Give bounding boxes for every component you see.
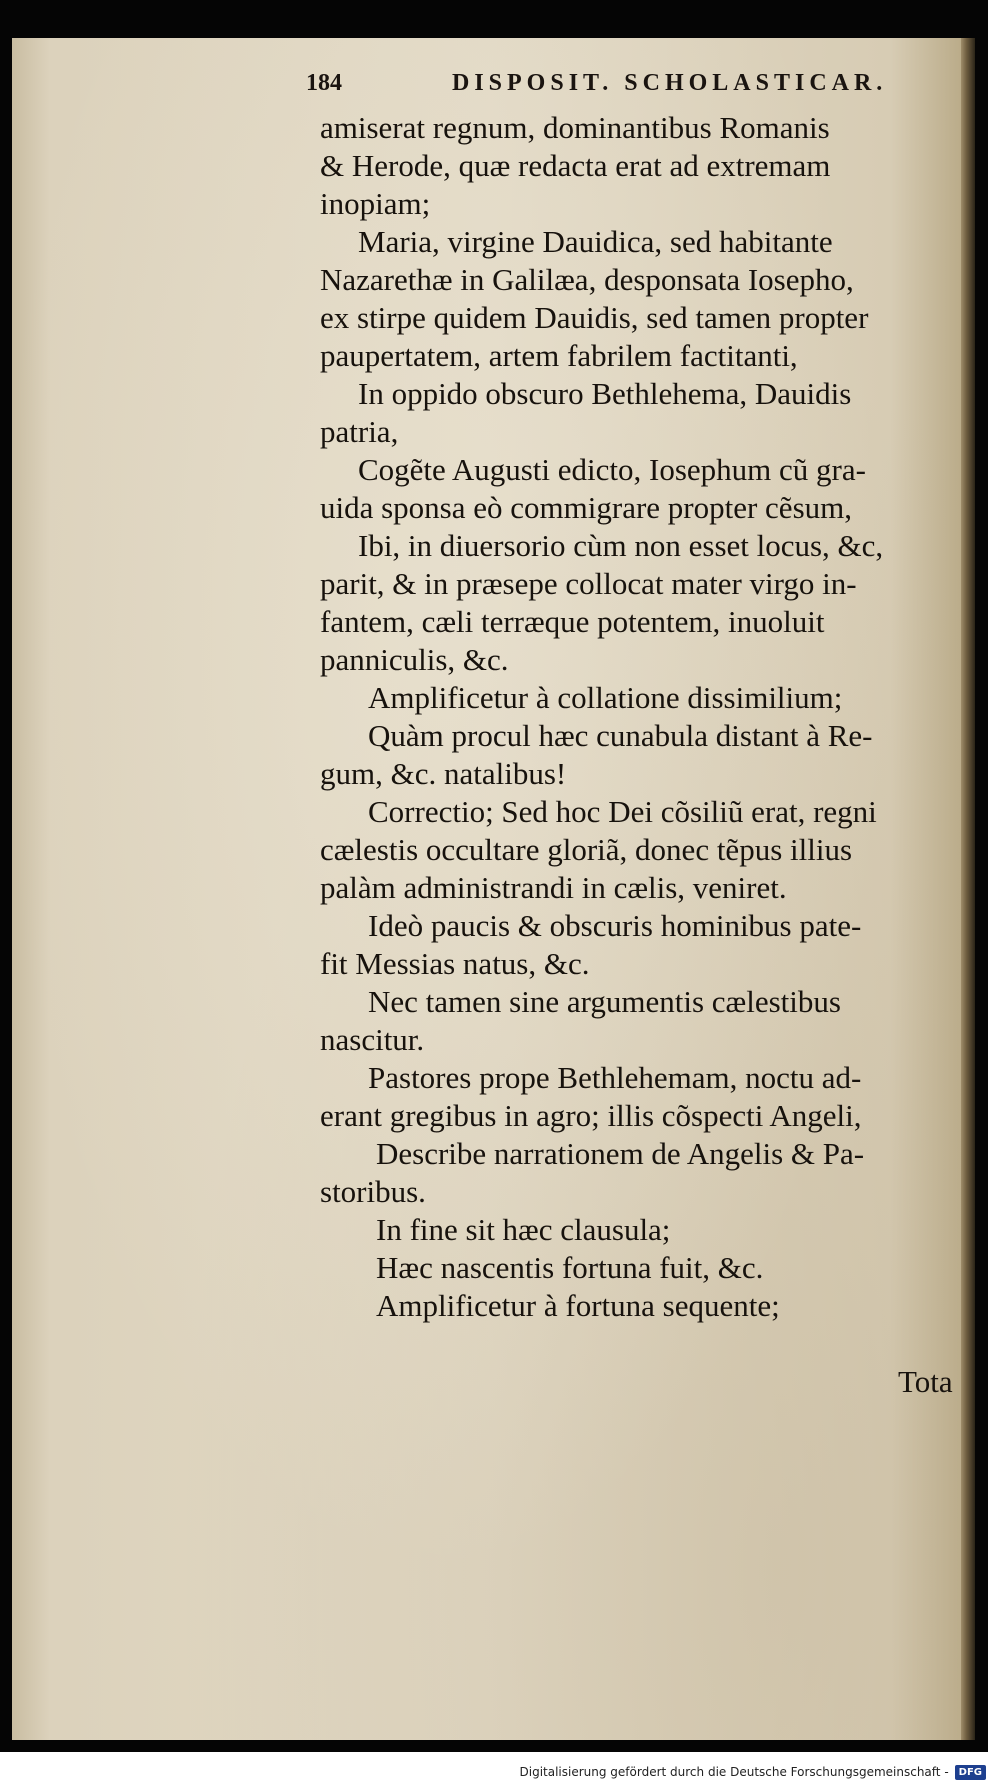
text-line: ex stirpe quidem Dauidis, sed tamen propter: [320, 300, 869, 335]
text-line: Quàm procul hæc cunabula distant à Re-: [368, 718, 873, 753]
text-line: Ideò paucis & obscuris hominibus pate-: [368, 908, 862, 943]
text-line: Pastores prope Bethlehemam, noctu ad-: [368, 1060, 862, 1095]
text-line: Nazarethæ in Galilæa, desponsata Iosepho,: [320, 262, 854, 297]
text-line: parit, & in præsepe collocat mater virgo in-: [320, 566, 857, 601]
text-line: uida sponsa eò commigrare propter cẽsum,: [320, 490, 852, 525]
text-line: fit Messias natus, &c.: [320, 946, 590, 981]
running-head: DISPOSIT. SCHOLASTICAR.: [452, 70, 888, 96]
text-line: & Herode, quæ redacta erat ad extremam: [320, 148, 831, 183]
text-line: Hæc nascentis fortuna fuit, &c.: [376, 1250, 764, 1285]
dfg-logo-icon: DFG: [955, 1765, 986, 1780]
text-line: gum, &c. natalibus!: [320, 756, 567, 791]
text-line: Maria, virgine Dauidica, sed habitante: [358, 224, 833, 259]
text-line: fantem, cæli terræque potentem, inuoluit: [320, 604, 825, 639]
text-line: erant gregibus in agro; illis cõspecti Angeli,: [320, 1098, 862, 1133]
text-line: Correctio; Sed hoc Dei cõsiliũ erat, regni: [368, 794, 877, 829]
text-line: cælestis occultare gloriã, donec tẽpus illius: [320, 832, 853, 867]
text-line: In fine sit hæc clausula;: [376, 1212, 671, 1247]
text-line: amiserat regnum, dominantibus Romanis: [320, 110, 830, 145]
catchword: Tota: [898, 1364, 953, 1399]
text-line: inopiam;: [320, 186, 431, 221]
text-line: Cogẽte Augusti edicto, Iosephum cũ gra-: [358, 452, 866, 487]
footer-credit: [520, 1762, 987, 1782]
page-edge: [961, 38, 975, 1740]
text-line: paupertatem, artem fabrilem factitanti,: [320, 338, 798, 373]
text-line: panniculis, &c.: [320, 642, 509, 677]
text-line: Amplificetur à collatione dissimilium;: [368, 680, 843, 715]
page-header: [306, 70, 886, 110]
page-number: 184: [306, 70, 342, 96]
footer-credit-text: Digitalisierung gefördert durch die Deutsche Forschungsgemeinschaft -: [519, 1765, 949, 1779]
text-line: Nec tamen sine argumentis cælestibus: [368, 984, 841, 1019]
text-line: palàm administrandi in cælis, veniret.: [320, 870, 787, 905]
text-line: patria,: [320, 414, 399, 449]
text-line: Ibi, in diuersorio cùm non esset locus, &c,: [358, 528, 884, 563]
text-line: storibus.: [320, 1174, 426, 1209]
text-line: In oppido obscuro Bethlehema, Dauidis: [358, 376, 852, 411]
text-line: Amplificetur à fortuna sequente;: [376, 1288, 780, 1323]
text-line: Describe narrationem de Angelis & Pa-: [376, 1136, 865, 1171]
text-line: nascitur.: [320, 1022, 425, 1057]
